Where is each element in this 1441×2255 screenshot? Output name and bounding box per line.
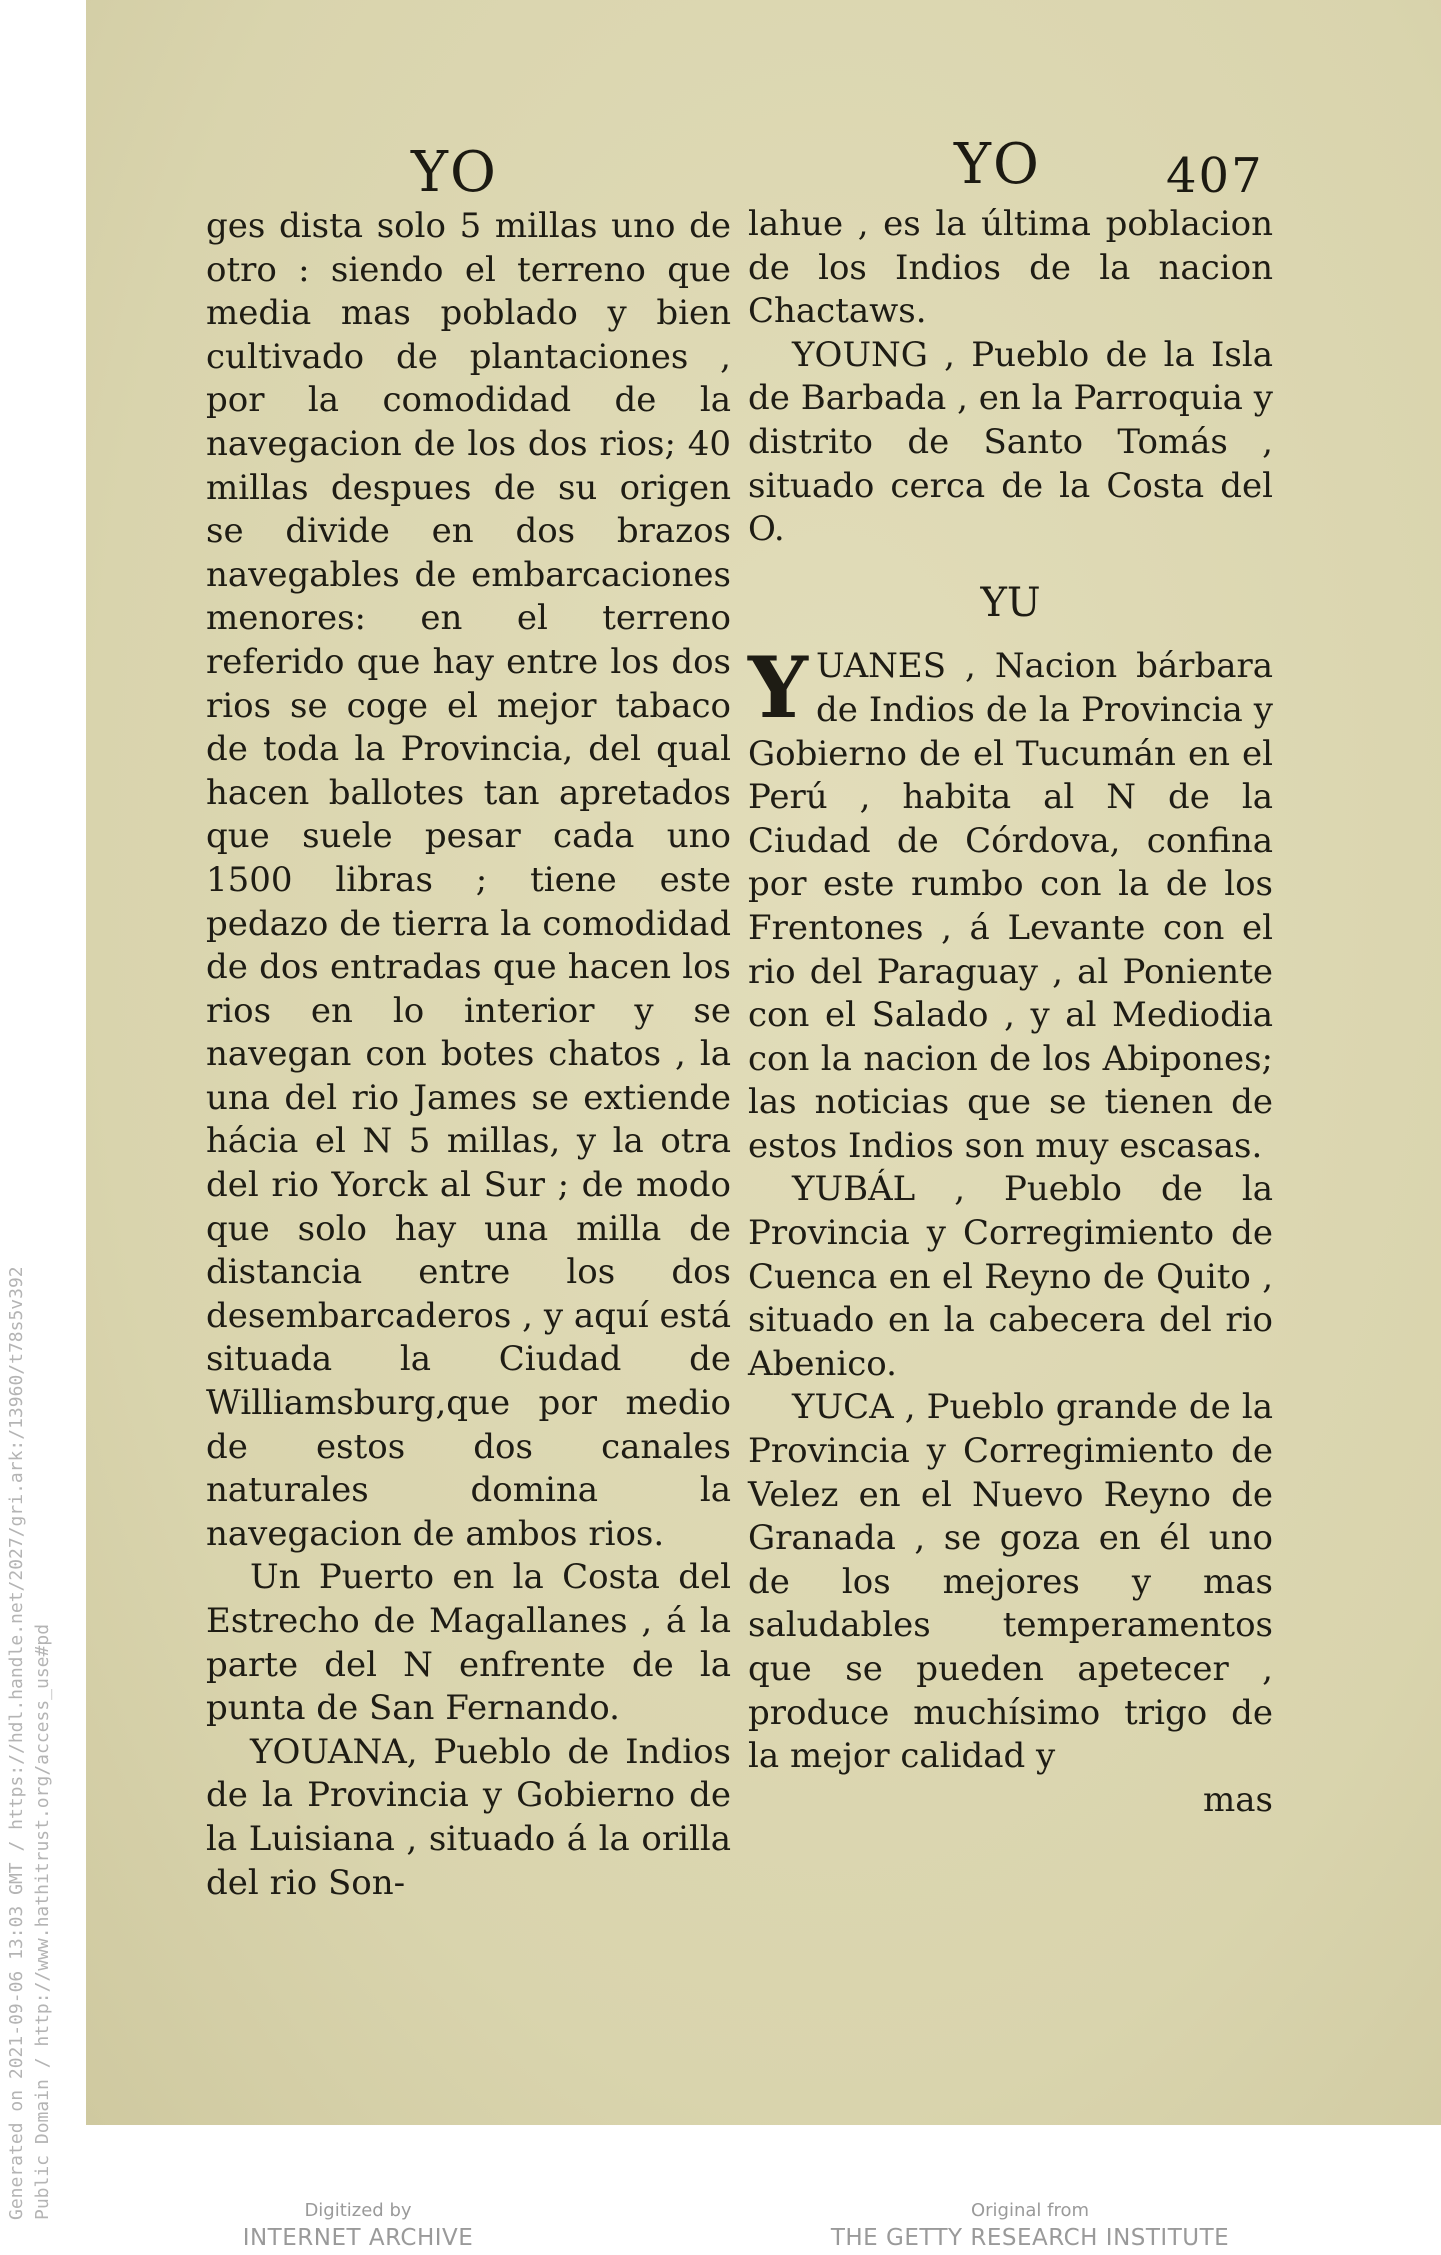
internet-archive-label: INTERNET ARCHIVE <box>242 2225 474 2251</box>
getty-institute-label: THE GETTY RESEARCH INSTITUTE <box>830 2225 1230 2251</box>
right-paragraph-3 <box>748 638 1273 1168</box>
footer-original <box>780 2200 1280 2251</box>
public-domain-note: Public Domain / http://www.hathitrust.org/access_use#pd <box>32 1623 53 2220</box>
right-column <box>748 203 1273 1822</box>
right-paragraph-4: YUBÁL , Pueblo de la Provincia y Corregimiento de Cuenca en el Reyno de Quito , situado en la cabecera del rio Abenico. <box>748 1169 1273 1384</box>
original-from-label: Original from <box>970 2200 1090 2221</box>
left-column <box>206 205 731 1905</box>
right-paragraph-5: YUCA , Pueblo grande de la Provincia y Corregimiento de Velez en el Nuevo Reyno de Granada , se goza en él uno de los mejores y mas saludables temperamentos que se pueden apetecer , produce muchísimo trigo de la mejor calidad y <box>748 1387 1273 1777</box>
section-heading: YU <box>980 579 1041 626</box>
left-paragraph-1: ges dista solo 5 millas uno de otro : siendo el terreno que media mas poblado y bien cultivado de plantaciones , por la comodidad de la navegacion de los dos rios; 40 millas despues de su origen se divide en dos brazos navegables de embarcaciones menores: en el terreno referido que hay entre los dos rios se coge el mejor tabaco de toda la Provincia, del qual hacen ballotes tan apretados que suele pesar cada uno 1500 libras ; tiene este pedazo de tierra la comodidad de dos entradas que hacen los rios en lo interior y se navegan con botes chatos , la una del rio James se extiende hácia el N 5 millas, y la otra del rio Yorck al Sur ; de modo que solo hay una milla de distancia entre los dos desembarcaderos , y aquí está situada la Ciudad de Williamsburg,que por medio de estos dos canales naturales domina la navegacion de ambos rios. <box>206 206 731 1554</box>
running-head-right: YO <box>954 132 1041 197</box>
footer-digitized <box>108 2200 608 2251</box>
left-paragraph-2: Un Puerto en la Costa del Estrecho de Magallanes , á la parte del N enfrente de la punta de San Fernando. <box>206 1557 731 1729</box>
page-number: 407 <box>1166 148 1264 204</box>
drop-cap-letter: Y <box>748 638 808 738</box>
side-watermark <box>4 1100 64 2220</box>
catchword: mas <box>1203 1779 1273 1820</box>
running-head-left: YO <box>411 140 498 205</box>
left-paragraph-3: YOUANA, Pueblo de Indios de la Provincia y Gobierno de la Luisiana , situado á la orilla del rio Son- <box>206 1731 731 1903</box>
right-paragraph-3-text: UANES , Nacion bárbara de Indios de la Provincia y Gobierno de el Tucumán en el Perú , habita al N de la Ciudad de Córdova, confina por este rumbo con la de los Frentones , á Levante con el rio del Paraguay , al Poniente con el Salado , y al Mediodia con la nacion de los Abipones; las noticias que se tienen de estos Indios son muy escasas. <box>748 646 1273 1166</box>
right-paragraph-2: YOUNG , Pueblo de la Isla de Barbada , en la Parroquia y distrito de Santo Tomás , situado cerca de la Costa del O. <box>748 334 1273 550</box>
digitized-by-label: Digitized by <box>304 2200 412 2221</box>
book-page <box>86 0 1441 2125</box>
right-paragraph-1: lahue , es la última poblacion de los Indios de la nacion Chactaws. <box>748 204 1273 332</box>
generated-note: Generated on 2021-09-06 13:03 GMT / https://hdl.handle.net/2027/gri.ark:/13960/t78s5v392 <box>6 1266 27 2220</box>
